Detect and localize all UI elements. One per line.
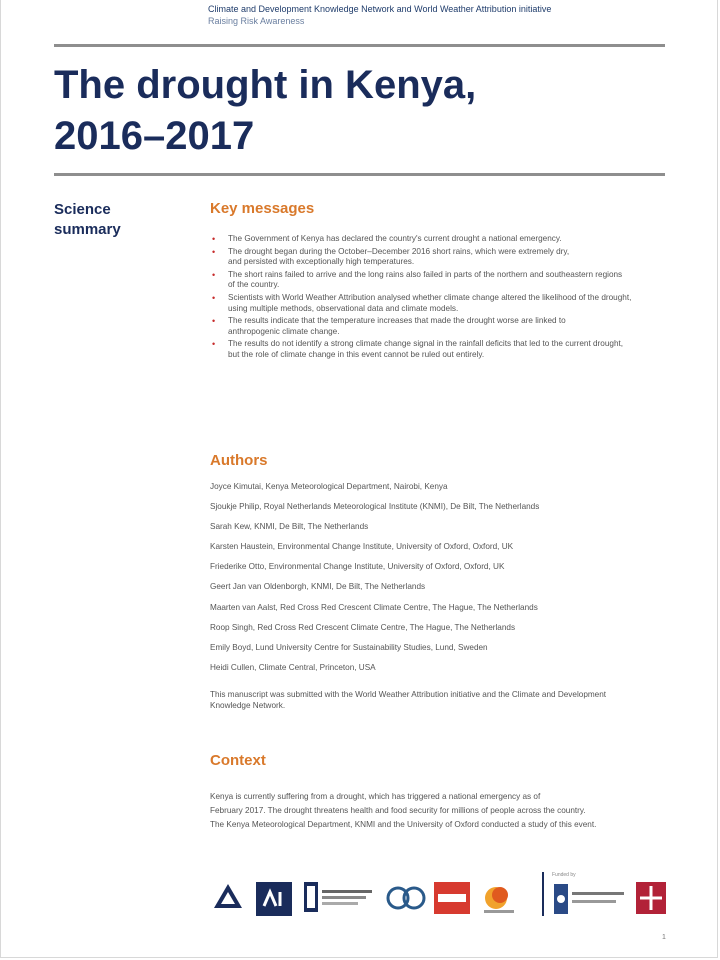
author-item: Emily Boyd, Lund University Centre for Sustainability Studies, Lund, Sweden [210, 642, 488, 652]
context-heading: Context [210, 752, 266, 769]
key-message-line: The results indicate that the temperature increases that made the drought worse are linked to [228, 316, 566, 326]
key-message-item [210, 316, 668, 337]
red-cross-logo-icon [434, 882, 470, 914]
logo-separator [542, 872, 544, 916]
top-rule [54, 44, 665, 47]
key-message-line: but the role of climate change in this event cannot be ruled out entirely. [228, 349, 485, 359]
author-item: Maarten van Aalst, Red Cross Red Crescent Climate Centre, The Hague, The Netherlands [210, 602, 538, 612]
page-title [54, 60, 674, 162]
cdkn-logo-icon [386, 882, 426, 914]
note-line: Knowledge Network. [210, 701, 286, 710]
author-item: Sarah Kew, KNMI, De Bilt, The Netherlands [210, 522, 369, 532]
context-line: February 2017. The drought threatens health and food security for millions of people across the country. [210, 806, 586, 815]
bullet-icon: • [212, 293, 216, 304]
science-summary-label: Science summary [54, 201, 121, 238]
context-paragraph [210, 790, 668, 832]
authors-heading: Authors [210, 452, 268, 469]
author-item: Sjoukje Philip, Royal Netherlands Meteorological Institute (KNMI), De Bilt, The Netherlands [210, 502, 540, 512]
key-message-line: The short rains failed to arrive and the long rains also failed in parts of the northern and southeastern regions [228, 269, 623, 279]
square-navy-logo-icon [256, 882, 292, 916]
submission-note [210, 689, 668, 711]
key-message-line: The drought began during the October–December 2016 short rains, which were extremely dry, [228, 246, 570, 256]
authors-list [210, 482, 668, 683]
key-messages-heading: Key messages [210, 200, 315, 217]
key-message-line: and persisted with exceptionally high temperatures. [228, 257, 415, 267]
author-item: Heidi Cullen, Climate Central, Princeton, USA [210, 662, 376, 672]
bullet-icon: • [212, 316, 216, 327]
title-line-1: The drought in Kenya, [54, 63, 477, 107]
header-subtitle: Raising Risk Awareness [208, 16, 305, 26]
key-messages-list [210, 234, 668, 363]
partner-logo-bar [210, 872, 670, 922]
key-message-item [210, 293, 668, 314]
partner-logo-icon [554, 882, 628, 916]
key-message-line: anthropogenic climate change. [228, 326, 340, 336]
key-message-line: using multiple methods, observational data and climate models. [228, 303, 459, 313]
key-message-line: Scientists with World Weather Attribution analysed whether climate change altered the likelihood of the drought, [228, 293, 632, 303]
triangle-logo-icon [212, 882, 244, 910]
key-message-item [210, 247, 668, 268]
sun-logo-icon [478, 882, 518, 916]
header-series-title: Climate and Development Knowledge Network and World Weather Attribution initiative [208, 4, 552, 14]
author-item: Geert Jan van Oldenborgh, KNMI, De Bilt, The Netherlands [210, 582, 426, 592]
key-message-item [210, 339, 668, 360]
key-message-line: The Government of Kenya has declared the country's current drought a national emergency. [228, 234, 562, 243]
bullet-icon: • [212, 234, 216, 244]
bullet-icon: • [212, 339, 216, 350]
middle-rule [54, 173, 665, 176]
page-number: 1 [662, 934, 666, 941]
partner-label: Funded by [552, 872, 576, 878]
note-line: This manuscript was submitted with the World Weather Attribution initiative and the Climate and Development [210, 690, 607, 699]
bullet-icon: • [212, 246, 216, 257]
institute-logo-icon [304, 882, 376, 912]
context-line: Kenya is currently suffering from a drought, which has triggered a national emergency as of [210, 792, 541, 801]
key-message-item [210, 270, 668, 291]
author-item: Friederike Otto, Environmental Change Institute, University of Oxford, Oxford, UK [210, 562, 505, 572]
key-message-line: The results do not identify a strong climate change signal in the rainfall deficits that led to the current drought, [228, 339, 624, 349]
author-item: Joyce Kimutai, Kenya Meteorological Department, Nairobi, Kenya [210, 482, 448, 491]
funder-logo-icon [636, 882, 666, 914]
context-line: The Kenya Meteorological Department, KNMI and the University of Oxford conducted a study of this event. [210, 820, 597, 829]
key-message-item [210, 234, 668, 245]
bullet-icon: • [212, 269, 216, 280]
title-line-2: 2016–2017 [54, 114, 255, 158]
author-item: Roop Singh, Red Cross Red Crescent Climate Centre, The Hague, The Netherlands [210, 622, 516, 632]
key-message-line: of the country. [228, 280, 280, 290]
author-item: Karsten Haustein, Environmental Change Institute, University of Oxford, Oxford, UK [210, 542, 514, 552]
